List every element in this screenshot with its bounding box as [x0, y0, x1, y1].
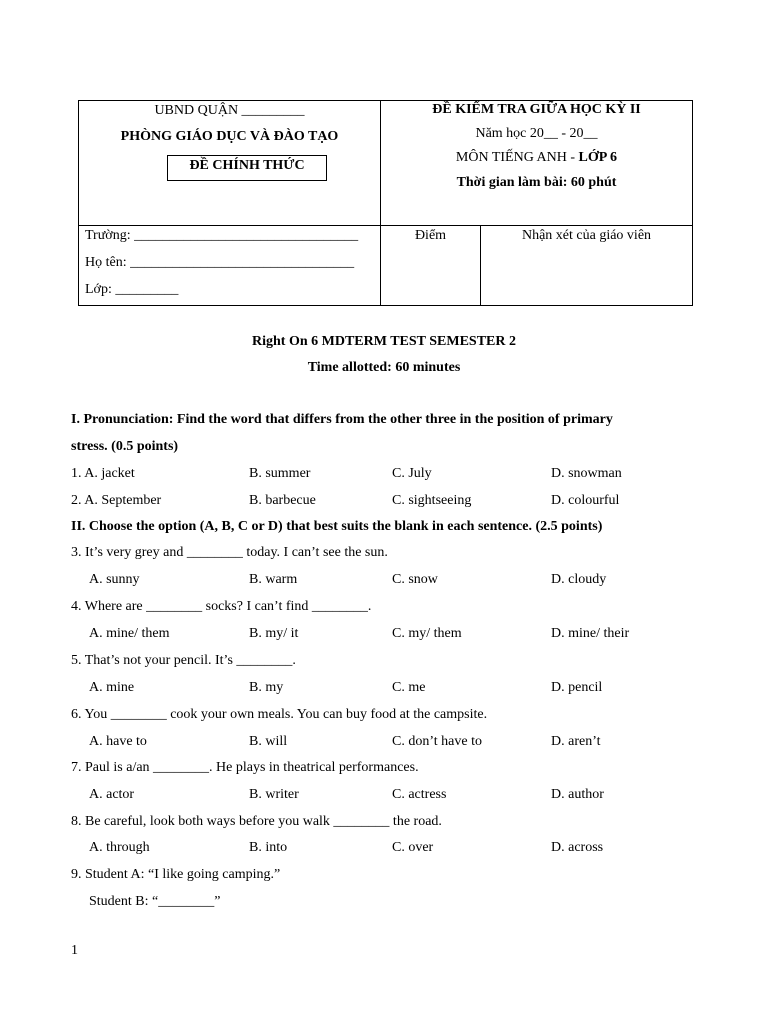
q6-option-a[interactable]: A. have to [89, 734, 147, 749]
header-table [78, 100, 693, 306]
q3-option-c[interactable]: C. snow [392, 572, 438, 587]
school-year: Năm học 20__ - 20__ [475, 126, 598, 141]
q4-option-c[interactable]: C. my/ them [392, 626, 462, 641]
time-allotted: Time allotted: 60 minutes [307, 360, 461, 375]
q6-option-c[interactable]: C. don’t have to [392, 734, 482, 749]
q7-option-c[interactable]: C. actress [392, 787, 447, 802]
q7-stem: 7. Paul is a/an ________. He plays in theatrical performances. [71, 760, 419, 775]
q6-stem: 6. You ________ cook your own meals. You can buy food at the campsite. [71, 707, 488, 722]
district-line: UBND QUẬN _________ [154, 103, 305, 118]
subject-prefix: MÔN TIẾNG ANH - [455, 150, 579, 165]
q3-option-b[interactable]: B. warm [249, 572, 298, 587]
score-cell [381, 226, 481, 305]
q4-option-a[interactable]: A. mine/ them [89, 626, 170, 641]
page-number: 1 [71, 943, 78, 958]
duration: Thời gian làm bài: 60 phút [456, 175, 617, 190]
section1-heading-line2: stress. (0.5 points) [71, 439, 179, 454]
department-line: PHÒNG GIÁO DỤC VÀ ĐÀO TẠO [120, 129, 339, 144]
header-left-cell [79, 101, 381, 226]
comment-cell [481, 226, 692, 305]
q7-option-d[interactable]: D. author [551, 787, 604, 802]
q1-option-d[interactable]: D. snowman [551, 466, 622, 481]
q4-option-d[interactable]: D. mine/ their [551, 626, 630, 641]
q2-option-a[interactable]: 2. A. September [71, 493, 162, 508]
q2-option-c[interactable]: C. sightseeing [392, 493, 472, 508]
q3-option-d[interactable]: D. cloudy [551, 572, 607, 587]
q7-option-a[interactable]: A. actor [89, 787, 135, 802]
comment-label: Nhận xét của giáo viên [521, 228, 652, 243]
q3-option-a[interactable]: A. sunny [89, 572, 140, 587]
grade: LỚP 6 [578, 150, 618, 165]
q8-option-d[interactable]: D. across [551, 840, 604, 855]
q2-option-b[interactable]: B. barbecue [249, 493, 316, 508]
q7-option-b[interactable]: B. writer [249, 787, 299, 802]
q8-option-a[interactable]: A. through [89, 840, 150, 855]
q1-option-b[interactable]: B. summer [249, 466, 311, 481]
q5-option-b[interactable]: B. my [249, 680, 284, 695]
q5-option-d[interactable]: D. pencil [551, 680, 603, 695]
test-title: Right On 6 MDTERM TEST SEMESTER 2 [252, 334, 516, 349]
name-field[interactable]: Họ tên: ________________________________ [85, 255, 355, 270]
section2-heading: II. Choose the option (A, B, C or D) that best suits the blank in each sentence. (2.5 points) [71, 519, 603, 534]
header-right-cell [381, 101, 692, 226]
subject-line [381, 150, 692, 166]
q4-option-b[interactable]: B. my/ it [249, 626, 299, 641]
q5-stem: 5. That’s not your pencil. It’s ________. [71, 653, 296, 668]
q3-stem: 3. It’s very grey and ________ today. I can’t see the sun. [71, 545, 388, 560]
q6-option-d[interactable]: D. aren’t [551, 734, 601, 749]
q8-stem: 8. Be careful, look both ways before you walk ________ the road. [71, 814, 442, 829]
exam-title: ĐỀ KIỂM TRA GIỮA HỌC KỲ II [432, 102, 641, 117]
class-field[interactable]: Lớp: _________ [85, 282, 179, 297]
q5-option-a[interactable]: A. mine [89, 680, 135, 695]
school-field[interactable]: Trường: ________________________________ [85, 228, 359, 243]
q5-option-c[interactable]: C. me [392, 680, 426, 695]
score-label: Điểm [414, 228, 447, 243]
q4-stem: 4. Where are ________ socks? I can’t find ________. [71, 599, 372, 614]
q9-student-b[interactable]: Student B: “________” [89, 894, 221, 909]
q8-option-b[interactable]: B. into [249, 840, 288, 855]
section1-heading-line1: I. Pronunciation: Find the word that differs from the other three in the position of primary [71, 412, 613, 427]
q1-option-a[interactable]: 1. A. jacket [71, 466, 135, 481]
official-box: ĐỀ CHÍNH THỨC [167, 155, 327, 181]
q8-option-c[interactable]: C. over [392, 840, 434, 855]
q6-option-b[interactable]: B. will [249, 734, 288, 749]
student-info-cell [79, 226, 381, 305]
q2-option-d[interactable]: D. colourful [551, 493, 620, 508]
q9-stem: 9. Student A: “I like going camping.” [71, 867, 281, 882]
q1-option-c[interactable]: C. July [392, 466, 432, 481]
